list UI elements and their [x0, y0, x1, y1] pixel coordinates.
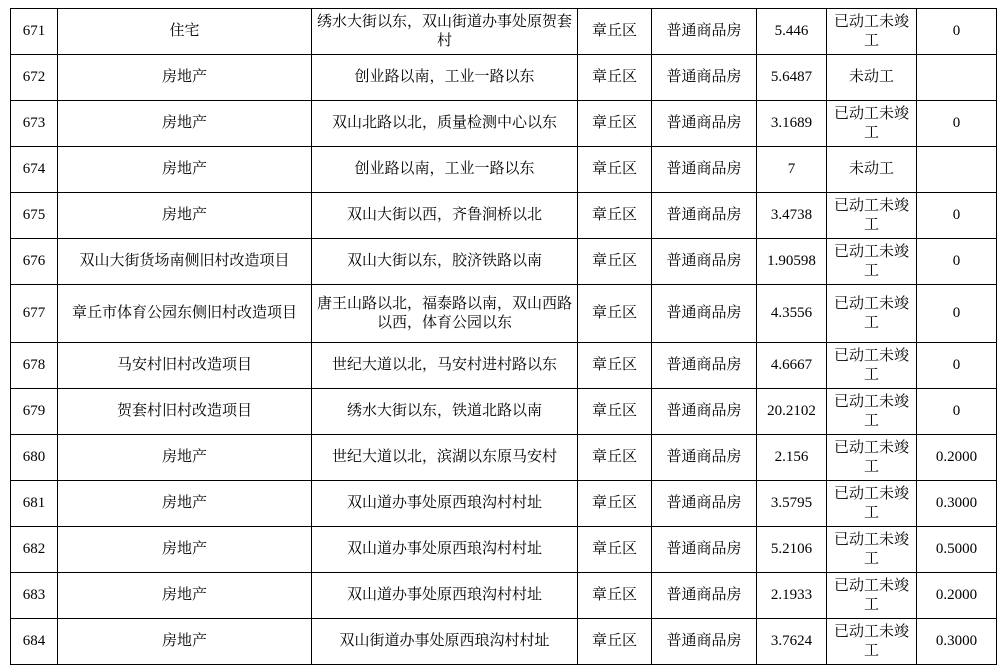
cell-index: 678: [11, 343, 58, 389]
cell-district: 章丘区: [578, 389, 652, 435]
cell-location: 双山道办事处原西琅沟村村址: [312, 527, 578, 573]
cell-area: 20.2102: [757, 389, 827, 435]
cell-status: 已动工未竣工: [827, 481, 917, 527]
table-row: [11, 147, 997, 193]
cell-area: 3.4738: [757, 193, 827, 239]
cell-value: 0: [917, 389, 997, 435]
cell-value: 0: [917, 193, 997, 239]
cell-area: 3.1689: [757, 101, 827, 147]
cell-index: 677: [11, 285, 58, 343]
cell-area: 1.90598: [757, 239, 827, 285]
cell-value: 0.3000: [917, 481, 997, 527]
cell-location: 双山大街以东，胶济铁路以南: [312, 239, 578, 285]
cell-location: 创业路以南，工业一路以东: [312, 55, 578, 101]
cell-type: 普通商品房: [652, 285, 757, 343]
table-row: [11, 481, 997, 527]
cell-name: 住宅: [58, 9, 312, 55]
cell-location: 创业路以南，工业一路以东: [312, 147, 578, 193]
cell-area: 5.446: [757, 9, 827, 55]
cell-type: 普通商品房: [652, 193, 757, 239]
cell-district: 章丘区: [578, 9, 652, 55]
cell-index: 671: [11, 9, 58, 55]
cell-value: 0.5000: [917, 527, 997, 573]
table-body: [11, 9, 997, 665]
cell-value: 0: [917, 285, 997, 343]
cell-value: 0.2000: [917, 573, 997, 619]
cell-type: 普通商品房: [652, 573, 757, 619]
cell-area: 4.6667: [757, 343, 827, 389]
cell-index: 684: [11, 619, 58, 665]
cell-name: 房地产: [58, 101, 312, 147]
cell-district: 章丘区: [578, 147, 652, 193]
table-row: [11, 389, 997, 435]
cell-status: 已动工未竣工: [827, 435, 917, 481]
cell-value: [917, 55, 997, 101]
cell-value: 0: [917, 101, 997, 147]
cell-area: 5.2106: [757, 527, 827, 573]
cell-location: 双山大街以西，齐鲁涧桥以北: [312, 193, 578, 239]
cell-status: 已动工未竣工: [827, 9, 917, 55]
cell-type: 普通商品房: [652, 55, 757, 101]
cell-index: 674: [11, 147, 58, 193]
cell-area: 2.1933: [757, 573, 827, 619]
cell-district: 章丘区: [578, 619, 652, 665]
cell-value: 0: [917, 343, 997, 389]
cell-location: 双山北路以北，质量检测中心以东: [312, 101, 578, 147]
cell-district: 章丘区: [578, 55, 652, 101]
cell-name: 章丘市体育公园东侧旧村改造项目: [58, 285, 312, 343]
cell-name: 房地产: [58, 55, 312, 101]
cell-location: 绣水大街以东，铁道北路以南: [312, 389, 578, 435]
table-row: [11, 285, 997, 343]
cell-status: 已动工未竣工: [827, 573, 917, 619]
table-row: [11, 343, 997, 389]
cell-value: 0: [917, 239, 997, 285]
cell-area: 5.6487: [757, 55, 827, 101]
cell-type: 普通商品房: [652, 147, 757, 193]
cell-area: 2.156: [757, 435, 827, 481]
cell-value: 0.3000: [917, 619, 997, 665]
cell-area: 7: [757, 147, 827, 193]
cell-index: 675: [11, 193, 58, 239]
table-row: [11, 239, 997, 285]
cell-type: 普通商品房: [652, 435, 757, 481]
cell-type: 普通商品房: [652, 343, 757, 389]
cell-status: 已动工未竣工: [827, 527, 917, 573]
cell-type: 普通商品房: [652, 389, 757, 435]
cell-location: 绣水大街以东，双山街道办事处原贺套村: [312, 9, 578, 55]
project-table: [10, 8, 997, 665]
cell-district: 章丘区: [578, 527, 652, 573]
cell-location: 世纪大道以北，滨湖以东原马安村: [312, 435, 578, 481]
table-row: [11, 193, 997, 239]
cell-index: 673: [11, 101, 58, 147]
cell-name: 房地产: [58, 527, 312, 573]
table-row: [11, 573, 997, 619]
cell-district: 章丘区: [578, 193, 652, 239]
cell-name: 房地产: [58, 573, 312, 619]
table-row: [11, 9, 997, 55]
cell-index: 681: [11, 481, 58, 527]
cell-value: [917, 147, 997, 193]
cell-area: 4.3556: [757, 285, 827, 343]
cell-index: 683: [11, 573, 58, 619]
cell-district: 章丘区: [578, 285, 652, 343]
cell-value: 0.2000: [917, 435, 997, 481]
cell-location: 唐王山路以北，福泰路以南，双山西路以西，体育公园以东: [312, 285, 578, 343]
cell-status: 已动工未竣工: [827, 343, 917, 389]
cell-type: 普通商品房: [652, 481, 757, 527]
cell-district: 章丘区: [578, 573, 652, 619]
cell-name: 房地产: [58, 481, 312, 527]
cell-status: 未动工: [827, 147, 917, 193]
cell-area: 3.7624: [757, 619, 827, 665]
cell-district: 章丘区: [578, 343, 652, 389]
cell-district: 章丘区: [578, 239, 652, 285]
cell-name: 房地产: [58, 435, 312, 481]
table-row: [11, 435, 997, 481]
cell-index: 679: [11, 389, 58, 435]
cell-type: 普通商品房: [652, 239, 757, 285]
table-row: [11, 619, 997, 665]
cell-type: 普通商品房: [652, 101, 757, 147]
cell-location: 双山街道办事处原西琅沟村村址: [312, 619, 578, 665]
cell-location: 世纪大道以北，马安村进村路以东: [312, 343, 578, 389]
cell-status: 未动工: [827, 55, 917, 101]
cell-name: 房地产: [58, 147, 312, 193]
cell-status: 已动工未竣工: [827, 101, 917, 147]
cell-name: 马安村旧村改造项目: [58, 343, 312, 389]
cell-name: 房地产: [58, 193, 312, 239]
cell-district: 章丘区: [578, 481, 652, 527]
cell-district: 章丘区: [578, 101, 652, 147]
cell-index: 682: [11, 527, 58, 573]
table-row: [11, 101, 997, 147]
cell-type: 普通商品房: [652, 9, 757, 55]
cell-location: 双山道办事处原西琅沟村村址: [312, 573, 578, 619]
cell-status: 已动工未竣工: [827, 389, 917, 435]
cell-status: 已动工未竣工: [827, 285, 917, 343]
cell-name: 贺套村旧村改造项目: [58, 389, 312, 435]
cell-index: 680: [11, 435, 58, 481]
cell-value: 0: [917, 9, 997, 55]
table-row: [11, 55, 997, 101]
cell-status: 已动工未竣工: [827, 239, 917, 285]
cell-status: 已动工未竣工: [827, 619, 917, 665]
cell-type: 普通商品房: [652, 619, 757, 665]
cell-status: 已动工未竣工: [827, 193, 917, 239]
cell-type: 普通商品房: [652, 527, 757, 573]
cell-district: 章丘区: [578, 435, 652, 481]
cell-area: 3.5795: [757, 481, 827, 527]
cell-location: 双山道办事处原西琅沟村村址: [312, 481, 578, 527]
cell-index: 676: [11, 239, 58, 285]
cell-name: 房地产: [58, 619, 312, 665]
table-row: [11, 527, 997, 573]
cell-name: 双山大街货场南侧旧村改造项目: [58, 239, 312, 285]
cell-index: 672: [11, 55, 58, 101]
